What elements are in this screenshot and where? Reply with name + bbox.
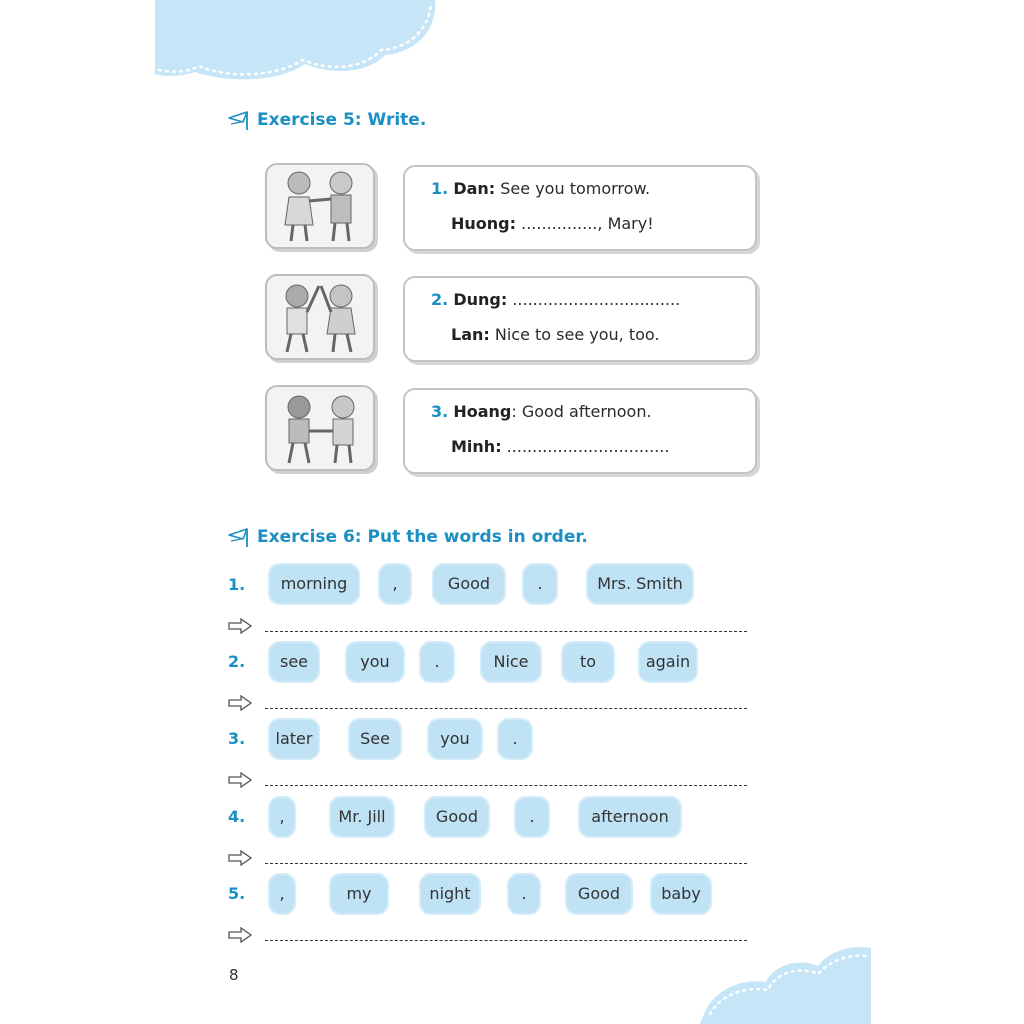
answer-line[interactable] [265, 708, 747, 709]
worksheet-page [155, 0, 871, 1024]
picture-kids-waving [265, 163, 375, 249]
word-chip[interactable]: Good [432, 563, 506, 605]
row-number: 4. [228, 807, 246, 826]
word-chip[interactable]: , [268, 873, 296, 915]
answer-line[interactable] [265, 940, 747, 941]
word-chip[interactable]: to [561, 641, 615, 683]
answer-line[interactable] [265, 785, 747, 786]
arrow-icon [228, 618, 252, 634]
word-chip[interactable]: see [268, 641, 320, 683]
word-chip[interactable]: . [507, 873, 541, 915]
exercise-6-title: Exercise 6: Put the words in order. [227, 525, 588, 549]
page-number: 8 [229, 966, 239, 984]
arrow-icon [228, 695, 252, 711]
row-number: 5. [228, 884, 246, 903]
row-number: 3. [228, 729, 246, 748]
word-chip[interactable]: you [427, 718, 483, 760]
top-cloud-decoration [155, 0, 440, 88]
row-number: 1. [228, 575, 246, 594]
word-chip[interactable]: again [638, 641, 698, 683]
answer-line[interactable] [265, 863, 747, 864]
arrow-icon [228, 850, 252, 866]
word-chip[interactable]: morning [268, 563, 360, 605]
word-chip[interactable]: . [522, 563, 558, 605]
dialogue-box-1: 1. Dan: See you tomorrow. Huong: ..............., Mary! [403, 165, 757, 251]
dialogue-box-3: 3. Hoang: Good afternoon. Minh: ................................ [403, 388, 757, 474]
word-chip[interactable]: , [268, 796, 296, 838]
word-chip[interactable]: . [419, 641, 455, 683]
word-chip[interactable]: , [378, 563, 412, 605]
word-chip[interactable]: baby [650, 873, 712, 915]
word-chip[interactable]: Good [565, 873, 633, 915]
answer-line[interactable] [265, 631, 747, 632]
word-chip[interactable]: . [514, 796, 550, 838]
word-chip[interactable]: afternoon [578, 796, 682, 838]
flag-icon [227, 108, 253, 132]
exercise-5-title: Exercise 5: Write. [227, 108, 426, 132]
word-chip[interactable]: . [497, 718, 533, 760]
arrow-icon [228, 772, 252, 788]
word-chip[interactable]: See [348, 718, 402, 760]
picture-kids-high-five [265, 274, 375, 360]
arrow-icon [228, 927, 252, 943]
word-chip[interactable]: Good [424, 796, 490, 838]
word-chip[interactable]: night [419, 873, 481, 915]
word-chip[interactable]: you [345, 641, 405, 683]
word-chip[interactable]: my [329, 873, 389, 915]
dialogue-box-2: 2. Dung: ................................. Lan: Nice to see you, too. [403, 276, 757, 362]
word-chip[interactable]: Mr. Jill [329, 796, 395, 838]
picture-kids-handshake [265, 385, 375, 471]
word-chip[interactable]: Mrs. Smith [586, 563, 694, 605]
bottom-cloud-decoration [700, 944, 871, 1024]
word-chip[interactable]: later [268, 718, 320, 760]
flag-icon [227, 525, 253, 549]
row-number: 2. [228, 652, 246, 671]
word-chip[interactable]: Nice [480, 641, 542, 683]
